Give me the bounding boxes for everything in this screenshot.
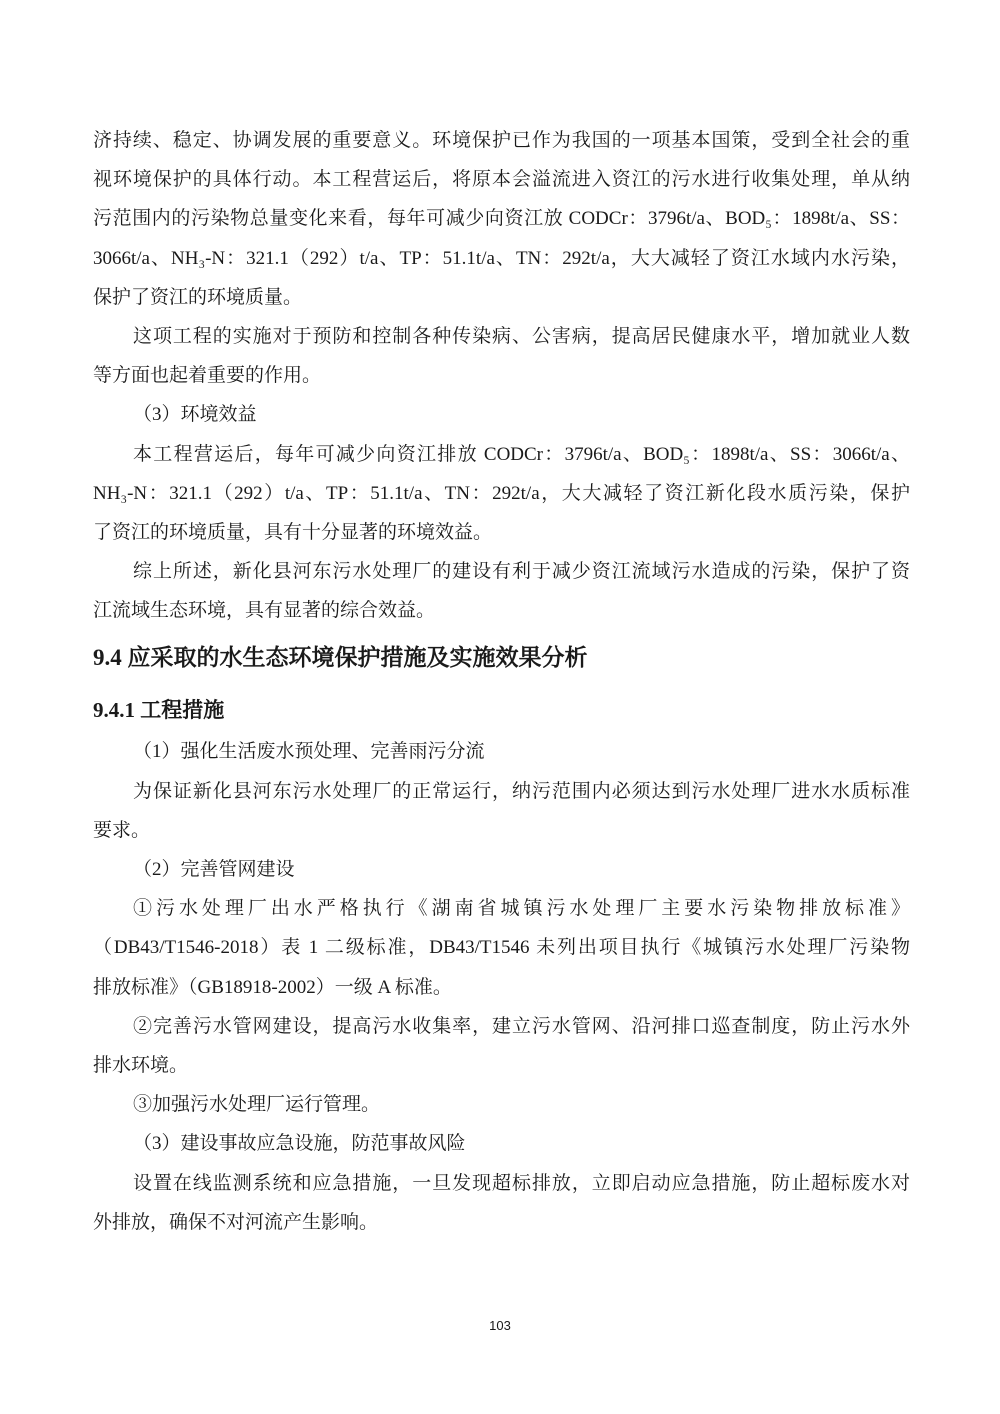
text-line: 污范围内的污染物总量变化来看，每年可减少向资江放 CODCr：3796t/a、BOD₅：1898t/a、SS： [93, 208, 910, 230]
text-line: （2）完善管网建设 [133, 859, 295, 880]
text-line: （3）建设事故应急设施，防范事故风险 [133, 1133, 466, 1155]
text-line: 本工程营运后，每年可减少向资江排放 CODCr：3796t/a、BOD₅：1898t/a、SS：3066t/a、 [133, 443, 910, 465]
text-line: 保护了资江的环境质量。 [93, 286, 303, 308]
paragraph [93, 317, 910, 395]
section-heading: 9.4 应采取的水生态环境保护措施及实施效果分析 [93, 645, 588, 671]
text-line: （3）环境效益 [133, 404, 257, 426]
text-line: 为保证新化县河东污水处理厂的正常运行，纳污范围内必须达到污水处理厂进水水质标准 [133, 780, 910, 802]
text-line: ①污水处理厂出水严格执行《湖南省城镇污水处理厂主要水污染物排放标准》 [133, 898, 910, 920]
text-line: 这项工程的实施对于预防和控制各种传染病、公害病，提高居民健康水平，增加就业人数 [133, 325, 910, 347]
text-line: 外排放，确保不对河流产生影响。 [93, 1211, 379, 1233]
paragraph [93, 1164, 910, 1242]
text-line: 济持续、稳定、协调发展的重要意义。环境保护已作为我国的一项基本国策，受到全社会的重 [93, 130, 910, 151]
document-body [93, 121, 910, 1242]
text-line: 排水环境。 [93, 1054, 189, 1076]
paragraph [93, 1007, 910, 1085]
text-line: ③加强污水处理厂运行管理。 [133, 1094, 381, 1116]
paragraph [93, 1085, 910, 1124]
text-line: （DB43/T1546-2018）表 1 二级标准，DB43/T1546 未列出项目执行《城镇污水处理厂污染物 [93, 937, 910, 959]
paragraph [93, 121, 910, 317]
text-line: 江流域生态环境，具有显著的综合效益。 [93, 600, 436, 622]
text-line: 3066t/a、NH₃-N：321.1（292）t/a、TP：51.1t/a、TN：292t/a，大大减轻了资江水域内水污染， [93, 247, 910, 269]
paragraph [93, 552, 910, 630]
subsection-heading: 9.4.1 工程措施 [93, 698, 225, 723]
paragraph [93, 772, 910, 850]
text-line: NH₃-N：321.1（292）t/a、TP：51.1t/a、TN：292t/a，大大减轻了资江新化段水质污染，保护 [93, 482, 910, 504]
text-line: 综上所述，新化县河东污水处理厂的建设有利于减少资江流域污水造成的污染，保护了资 [133, 561, 910, 583]
paragraph [93, 395, 910, 434]
page-number: 103 [489, 1318, 511, 1333]
text-line: 排放标准》（GB18918-2002）一级 A 标准。 [93, 976, 452, 998]
paragraph [93, 889, 910, 1007]
text-line: ②完善污水管网建设，提高污水收集率，建立污水管网、沿河排口巡查制度，防止污水外 [133, 1015, 910, 1037]
text-line: 视环境保护的具体行动。本工程营运后，将原本会溢流进入资江的污水进行收集处理，单从纳 [93, 169, 910, 191]
text-line: 等方面也起着重要的作用。 [93, 365, 322, 387]
paragraph [93, 732, 910, 771]
paragraph [93, 850, 910, 889]
text-line: 要求。 [93, 819, 151, 841]
paragraph [93, 435, 910, 553]
paragraph [93, 1124, 910, 1163]
text-line: 设置在线监测系统和应急措施，一旦发现超标排放，立即启动应急措施，防止超标废水对 [133, 1172, 910, 1194]
text-line: （1）强化生活废水预处理、完善雨污分流 [133, 741, 485, 763]
text-line: 了资江的环境质量，具有十分显著的环境效益。 [93, 521, 493, 543]
